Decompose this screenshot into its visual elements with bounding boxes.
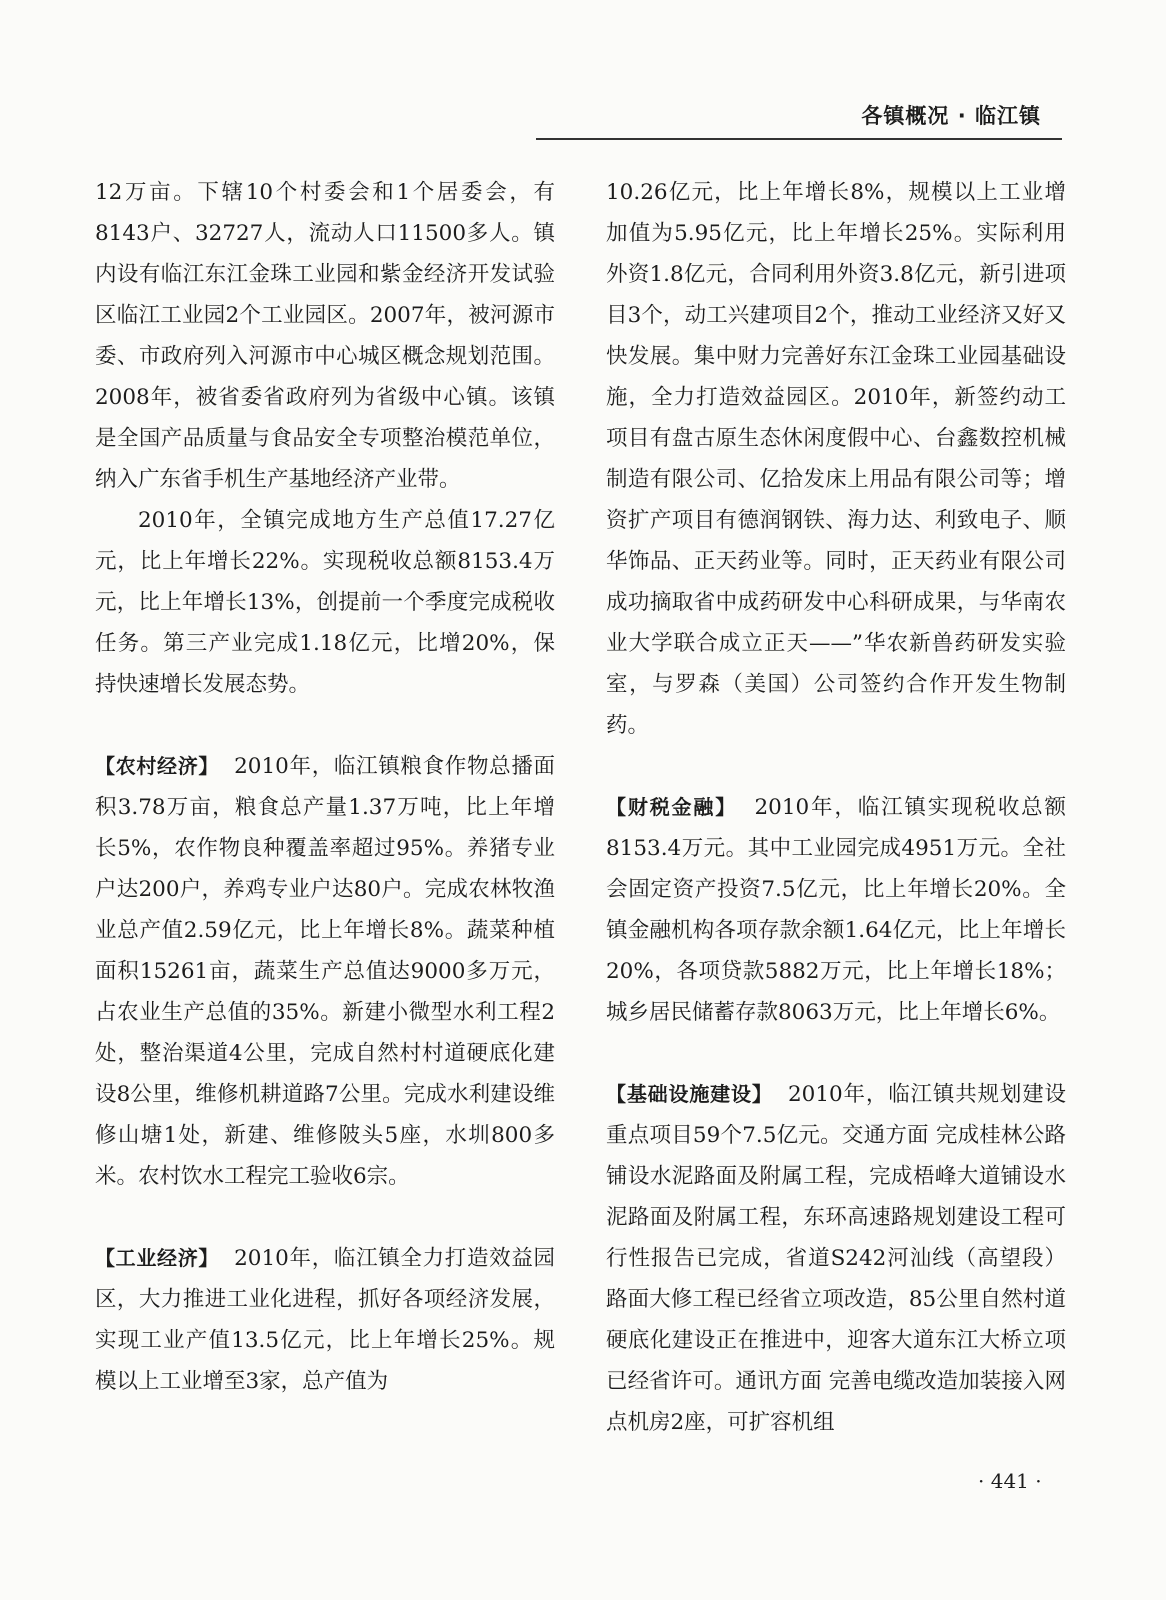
section-text: 2010年，临江镇全力打造效益园区，大力推进工业化进程，抓好各项经济发展，实现工业产值13.5亿元，比上年增长25%。规模以上工业增至3家，总产值为 — [95, 1246, 556, 1394]
section-title: 【工业经济】 — [95, 1246, 220, 1270]
section-title: 【财税金融】 — [606, 795, 738, 819]
section-rural-economy — [95, 746, 555, 1197]
paragraph: 2010年，全镇完成地方生产总值17.27亿元，比上年增长22%。实现税收总额8153.4万元，比上年增长13%，创提前一个季度完成税收任务。第三产业完成1.18亿元，比增20%，保持快速增长发展态势。 — [95, 508, 555, 697]
section-infrastructure — [606, 1074, 1066, 1443]
section-title: 【农村经济】 — [95, 754, 220, 778]
header-rule — [536, 138, 1062, 140]
right-column — [606, 172, 1066, 1443]
section-industrial-economy — [95, 1238, 555, 1402]
paragraph: 10.26亿元，比上年增长8%，规模以上工业增加值为5.95亿元，比上年增长25%。实际利用外资1.8亿元，合同利用外资3.8亿元，新引进项目3个，动工兴建项目2个，推动工业经济又好又快发展。集中财力完善好东江金珠工业园基础设施，全力打造效益园区。2010年，新签约动工项目有盘古原生态休闲度假中心、台鑫数控机械制造有限公司、亿拾发床上用品有限公司等；增资扩产项目有德润钢铁、海力达、利致电子、顺华饰品、正天药业等。同时，正天药业有限公司成功摘取省中成药研发中心科研成果，与华南农业大学联合成立正天——”华农新兽药研发实验室，与罗森（美国）公司签约合作开发生物制药。 — [606, 180, 1066, 738]
running-header: 各镇概况 · 临江镇 — [861, 104, 1041, 128]
section-text: 2010年，临江镇实现税收总额8153.4万元。其中工业园完成4951万元。全社会固定资产投资7.5亿元，比上年增长20%。全镇金融机构各项存款余额1.64亿元，比上年增长20%，各项贷款5882万元，比上年增长18%；城乡居民储蓄存款8063万元，比上年增长6%。 — [606, 795, 1067, 1025]
page-number: · 441 · — [978, 1469, 1042, 1493]
section-text: 2010年，临江镇粮食作物总播面积3.78万亩，粮食总产量1.37万吨，比上年增长5%，农作物良种覆盖率超过95%。养猪专业户达200户，养鸡专业户达80户。完成农林牧渔业总产值2.59亿元，比上年增长8%。蔬菜种植面积15261亩，蔬菜生产总值达9000多万元，占农业生产总值的35%。新建小微型水利工程2处，整治渠道4公里，完成自然村村道硬底化建设8公里，维修机耕道路7公里。完成水利建设维修山塘1处，新建、维修陂头5座，水圳800多米。农村饮水工程完工验收6宗。 — [95, 754, 556, 1189]
section-finance-tax — [606, 787, 1066, 1033]
paragraph: 12万亩。下辖10个村委会和1个居委会，有8143户、32727人，流动人口11500多人。镇内设有临江东江金珠工业园和紫金经济开发试验区临江工业园2个工业园区。2007年，被河源市委、市政府列入河源市中心城区概念规划范围。2008年，被省委省政府列为省级中心镇。该镇是全国产品质量与食品安全专项整治模范单位，纳入广东省手机生产基地经济产业带。 — [95, 180, 555, 492]
left-column — [95, 172, 555, 1402]
section-text: 2010年，临江镇共规划建设重点项目59个7.5亿元。交通方面 完成桂林公路铺设水泥路面及附属工程，完成梧峰大道铺设水泥路面及附属工程，东环高速路规划建设工程可行性报告已完成，省道S242河汕线（高望段）路面大修工程已经省立项改造，85公里自然村道硬底化建设正在推进中，迎客大道东江大桥立项已经省许可。通讯方面 完善电缆改造加装接入网点机房2座，可扩容机组 — [606, 1082, 1067, 1435]
section-title: 【基础设施建设】 — [606, 1082, 773, 1106]
